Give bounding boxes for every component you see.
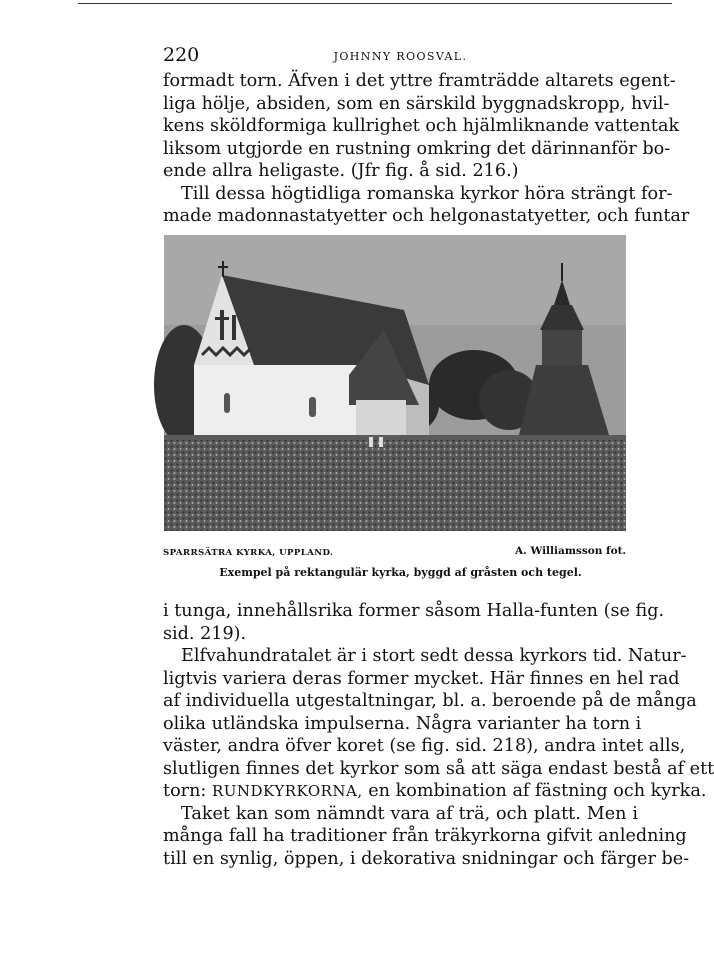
text-line: liga hölje, absiden, som en särskild byggnadskropp, hvil-	[163, 93, 670, 114]
text-line-mixed	[163, 780, 707, 803]
text-line: Elfvahundratalet är i stort sedt dessa kyrkors tid. Natur-	[181, 646, 687, 666]
text-line: af individuella utgestaltningar, bl. a. beroende på de många	[163, 691, 697, 711]
text-line: till en synlig, öppen, i dekorativa snidningar och färger be-	[163, 848, 690, 869]
text-line: formadt torn. Äfven i det yttre framträdde altarets egent-	[163, 71, 676, 91]
text-line: ligtvis variera deras former mycket. Här finnes en hel rad	[163, 668, 680, 689]
text-line: Till dessa högtidliga romanska kyrkor höra strängt for-	[181, 183, 673, 204]
text-line: made madonnastatyetter och helgonastatyetter, och funtar	[163, 206, 690, 226]
paragraph-top	[163, 70, 690, 228]
small-caps-term: RUNDKYRKORNA,	[211, 782, 363, 800]
text-line: i tunga, innehållsrika former såsom Halla-funten (se fig.	[163, 601, 665, 621]
text-line: Taket kan som nämndt vara af trä, och platt. Men i	[181, 803, 638, 824]
text-fragment: torn:	[163, 781, 207, 801]
figure-caption-description: Exempel på rektangulär kyrka, byggd af gråsten och tegel.	[219, 566, 582, 579]
text-line: sid. 219).	[163, 623, 247, 644]
text-line: väster, andra öfver koret (se fig. sid. 218), andra intet alls,	[163, 736, 686, 756]
paragraph-bottom	[163, 600, 714, 870]
text-line: många fall ha traditioner från träkyrkorna gifvit anledning	[163, 826, 687, 846]
text-line: kens sköldformiga kullrighet och hjälmliknande vattentak	[163, 116, 680, 136]
figure-caption-title: SPARRSÄTRA KYRKA, UPPLAND.	[163, 548, 334, 558]
text-line: slutligen finnes det kyrkor som så att säga endast bestå af ett	[163, 758, 714, 779]
page-number: 220	[163, 44, 200, 66]
text-line: olika utländska impulserna. Några varianter ha torn i	[163, 713, 642, 734]
running-head: JOHNNY ROOSVAL.	[333, 50, 468, 63]
page-header	[163, 44, 638, 66]
figure-caption-credit: A. Williamsson fot.	[515, 545, 627, 557]
text-line: ende allra heligaste. (Jfr fig. å sid. 216.)	[163, 161, 519, 181]
text-line: liksom utgjorde en rustning omkring det därinnanför bo-	[163, 138, 671, 159]
church-photograph	[164, 235, 626, 531]
top-rule	[78, 3, 672, 4]
text-fragment: en kombination af fästning och kyrka.	[368, 781, 707, 801]
